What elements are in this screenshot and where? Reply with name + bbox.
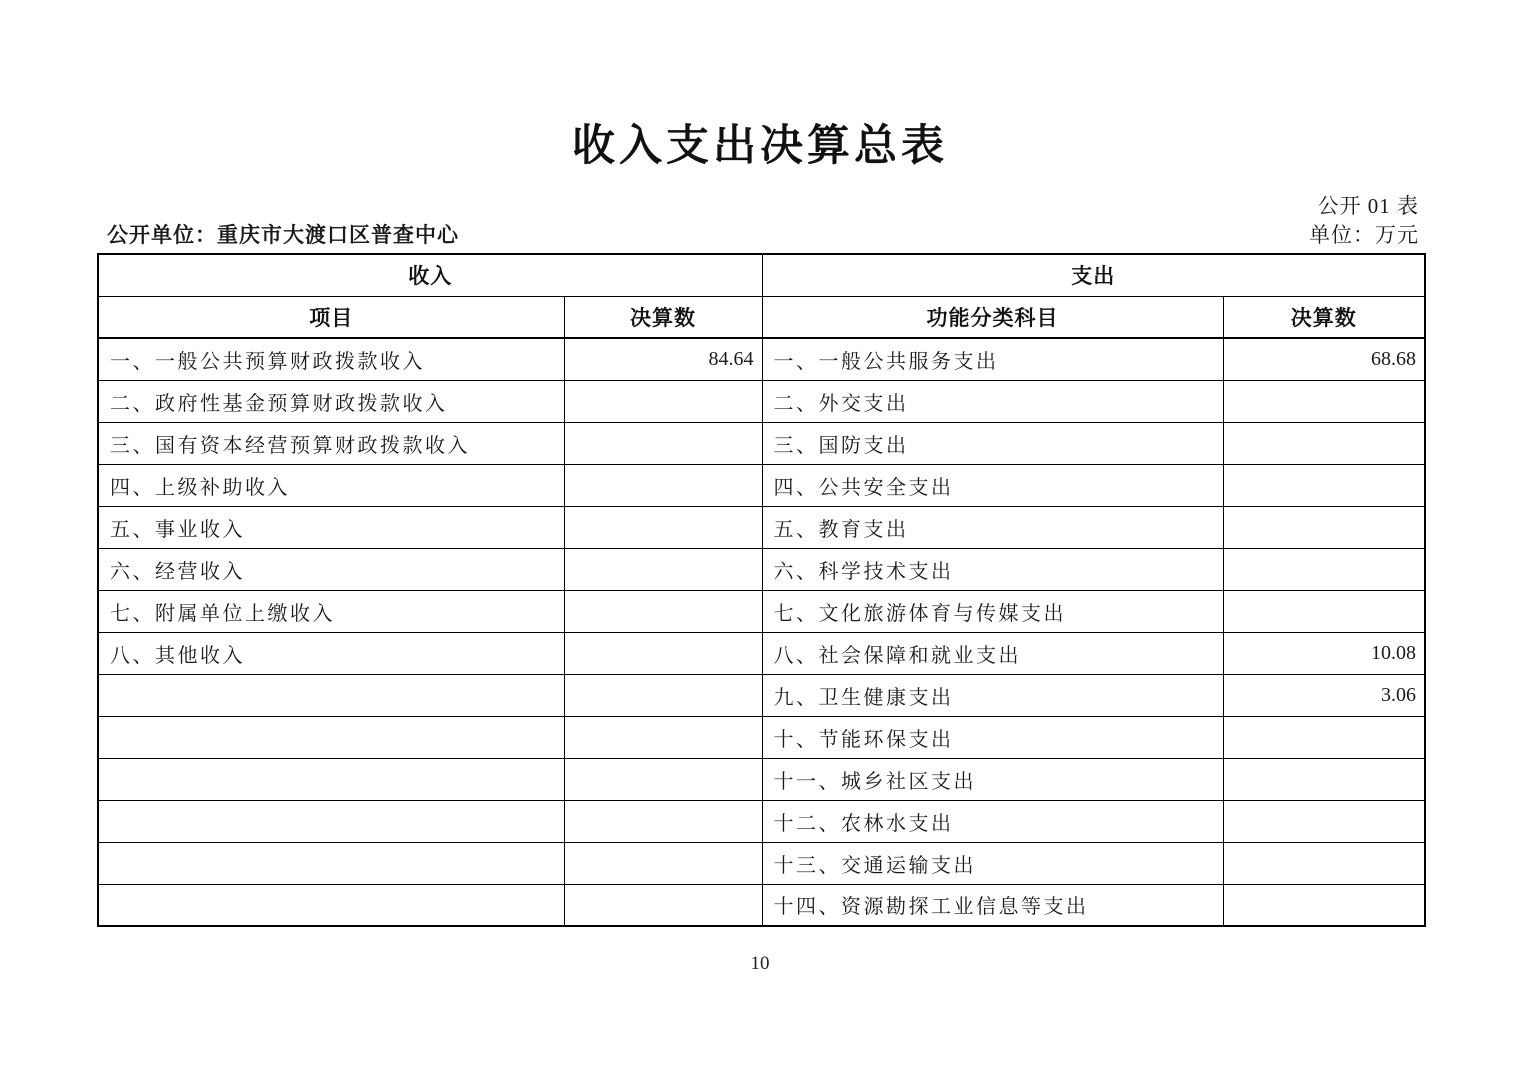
income-item-value	[564, 716, 762, 758]
table-row	[98, 800, 1425, 842]
unit-label: 单位：万元	[1309, 223, 1419, 247]
column-header-row	[98, 296, 1425, 338]
table-row	[98, 506, 1425, 548]
income-item-value	[564, 548, 762, 590]
expense-item-label: 十四、资源勘探工业信息等支出	[762, 884, 1223, 926]
income-item-label: 一、一般公共预算财政拨款收入	[98, 338, 564, 380]
income-item-label	[98, 758, 564, 800]
page-number: 10	[750, 953, 770, 974]
expense-item-value	[1223, 800, 1425, 842]
income-item-label: 四、上级补助收入	[98, 464, 564, 506]
expense-item-value	[1223, 842, 1425, 884]
expense-item-label: 六、科学技术支出	[762, 548, 1223, 590]
expense-item-label: 八、社会保障和就业支出	[762, 632, 1223, 674]
section-header-row	[98, 254, 1425, 296]
table-code-label: 公开 01 表	[1317, 194, 1419, 218]
expense-item-label: 三、国防支出	[762, 422, 1223, 464]
budget-table	[97, 253, 1426, 927]
expense-item-label: 十一、城乡社区支出	[762, 758, 1223, 800]
expense-section-header: 支出	[762, 254, 1425, 296]
table-row	[98, 380, 1425, 422]
expense-item-value	[1223, 380, 1425, 422]
expense-item-label: 十三、交通运输支出	[762, 842, 1223, 884]
expense-item-value	[1223, 590, 1425, 632]
table-row	[98, 422, 1425, 464]
income-item-value	[564, 590, 762, 632]
income-item-label: 七、附属单位上缴收入	[98, 590, 564, 632]
table-row	[98, 548, 1425, 590]
expense-item-value	[1223, 422, 1425, 464]
expense-item-value	[1223, 716, 1425, 758]
table-row	[98, 674, 1425, 716]
income-item-label: 二、政府性基金预算财政拨款收入	[98, 380, 564, 422]
table-row	[98, 716, 1425, 758]
income-item-label: 八、其他收入	[98, 632, 564, 674]
expense-item-value: 10.08	[1223, 632, 1425, 674]
expense-item-column-header: 功能分类科目	[762, 296, 1223, 338]
income-item-value	[564, 380, 762, 422]
expense-item-value	[1223, 548, 1425, 590]
expense-item-value	[1223, 464, 1425, 506]
income-item-value	[564, 506, 762, 548]
table-header	[98, 254, 1425, 338]
income-item-label	[98, 674, 564, 716]
income-item-label	[98, 842, 564, 884]
table-row	[98, 338, 1425, 380]
income-item-value: 84.64	[564, 338, 762, 380]
income-amount-column-header: 决算数	[564, 296, 762, 338]
table-body	[98, 338, 1425, 926]
income-item-label	[98, 716, 564, 758]
income-item-value	[564, 632, 762, 674]
expense-item-value: 3.06	[1223, 674, 1425, 716]
expense-item-label: 四、公共安全支出	[762, 464, 1223, 506]
income-item-value	[564, 884, 762, 926]
expense-item-label: 九、卫生健康支出	[762, 674, 1223, 716]
expense-item-label: 十、节能环保支出	[762, 716, 1223, 758]
table-row	[98, 884, 1425, 926]
income-item-label: 五、事业收入	[98, 506, 564, 548]
expense-item-value	[1223, 884, 1425, 926]
expense-item-label: 七、文化旅游体育与传媒支出	[762, 590, 1223, 632]
table-row	[98, 842, 1425, 884]
expense-item-label: 五、教育支出	[762, 506, 1223, 548]
income-item-label	[98, 884, 564, 926]
income-section-header: 收入	[98, 254, 762, 296]
income-item-label: 六、经营收入	[98, 548, 564, 590]
expense-item-label: 十二、农林水支出	[762, 800, 1223, 842]
income-item-value	[564, 758, 762, 800]
income-item-label	[98, 800, 564, 842]
income-item-value	[564, 842, 762, 884]
income-item-value	[564, 674, 762, 716]
expense-item-value	[1223, 506, 1425, 548]
income-item-value	[564, 800, 762, 842]
table-row	[98, 758, 1425, 800]
expense-item-label: 二、外交支出	[762, 380, 1223, 422]
income-item-value	[564, 422, 762, 464]
income-item-label: 三、国有资本经营预算财政拨款收入	[98, 422, 564, 464]
expense-item-value	[1223, 758, 1425, 800]
income-item-value	[564, 464, 762, 506]
table-row	[98, 590, 1425, 632]
income-item-column-header: 项目	[98, 296, 564, 338]
meta-row	[97, 219, 1419, 249]
table-row	[98, 632, 1425, 674]
expense-item-label: 一、一般公共服务支出	[762, 338, 1223, 380]
publisher-label: 公开单位：重庆市大渡口区普查中心	[107, 223, 459, 247]
table-row	[98, 464, 1425, 506]
expense-item-value: 68.68	[1223, 338, 1425, 380]
page-title: 收入支出决算总表	[572, 122, 948, 170]
expense-amount-column-header: 决算数	[1223, 296, 1425, 338]
